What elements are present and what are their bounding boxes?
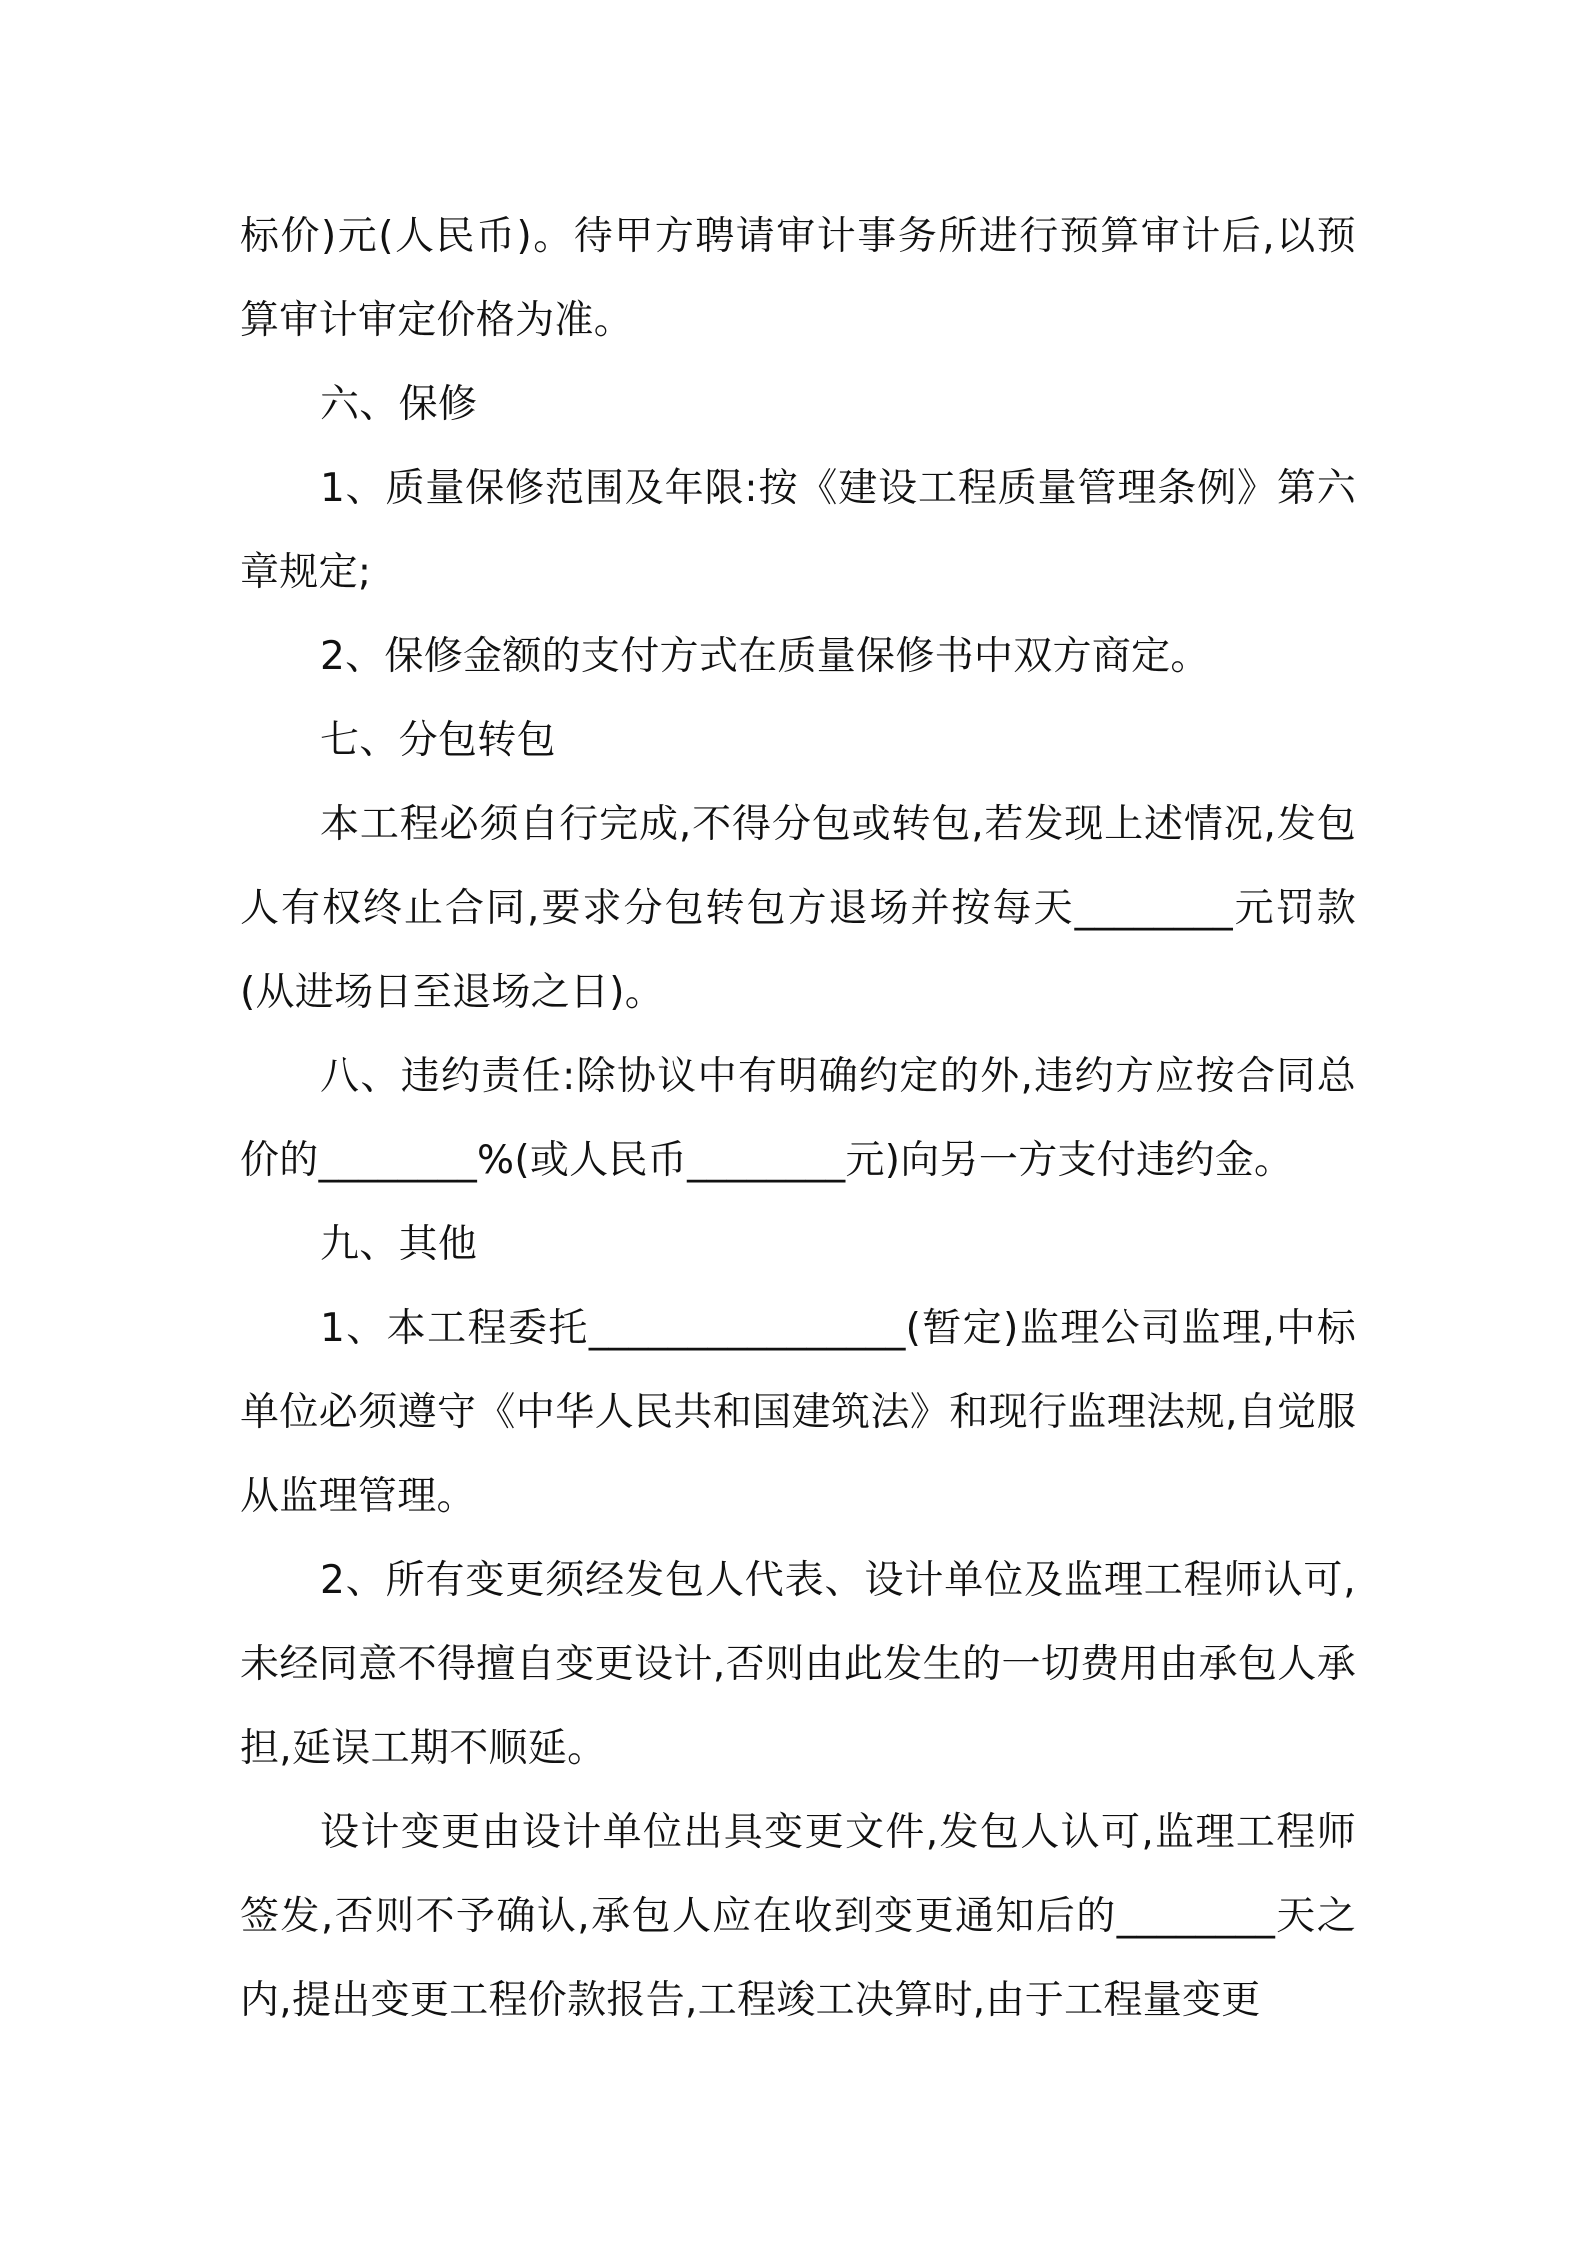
paragraph-warranty-payment: 2、保修金额的支付方式在质量保修书中双方商定。 (320, 634, 1210, 679)
paragraph-price-audit: 标价)元(人民币)。待甲方聘请审计事务所进行预算审计后,以预算审计审定价格为准。 (240, 214, 1356, 343)
document-body (240, 195, 1356, 2043)
paragraph-supervision: 1、本工程委托________________(暂定)监理公司监理,中标单位必须遵守《中华人民共和国建筑法》和现行监理法规,自觉服从监理管理。 (240, 1306, 1356, 1519)
paragraph-subcontracting: 本工程必须自行完成,不得分包或转包,若发现上述情况,发包人有权终止合同,要求分包转包方退场并按每天________元罚款(从进场日至退场之日)。 (240, 802, 1356, 1015)
paragraph-design-change: 设计变更由设计单位出具变更文件,发包人认可,监理工程师签发,否则不予确认,承包人应在收到变更通知后的________天之内,提出变更工程价款报告,工程竣工决算时,由于工程量变更 (240, 1810, 1356, 2023)
heading-other: 九、其他 (320, 1222, 478, 1267)
paragraph-warranty-scope: 1、质量保修范围及年限:按《建设工程质量管理条例》第六章规定; (240, 466, 1356, 595)
paragraph-change-approval: 2、所有变更须经发包人代表、设计单位及监理工程师认可,未经同意不得擅自变更设计,否则由此发生的一切费用由承包人承担,延误工期不顺延。 (240, 1558, 1356, 1771)
heading-subcontracting: 七、分包转包 (320, 718, 556, 763)
paragraph-breach-liability: 八、违约责任:除协议中有明确约定的外,违约方应按合同总价的________%(或人民币________元)向另一方支付违约金。 (240, 1054, 1356, 1183)
heading-warranty: 六、保修 (320, 382, 478, 427)
